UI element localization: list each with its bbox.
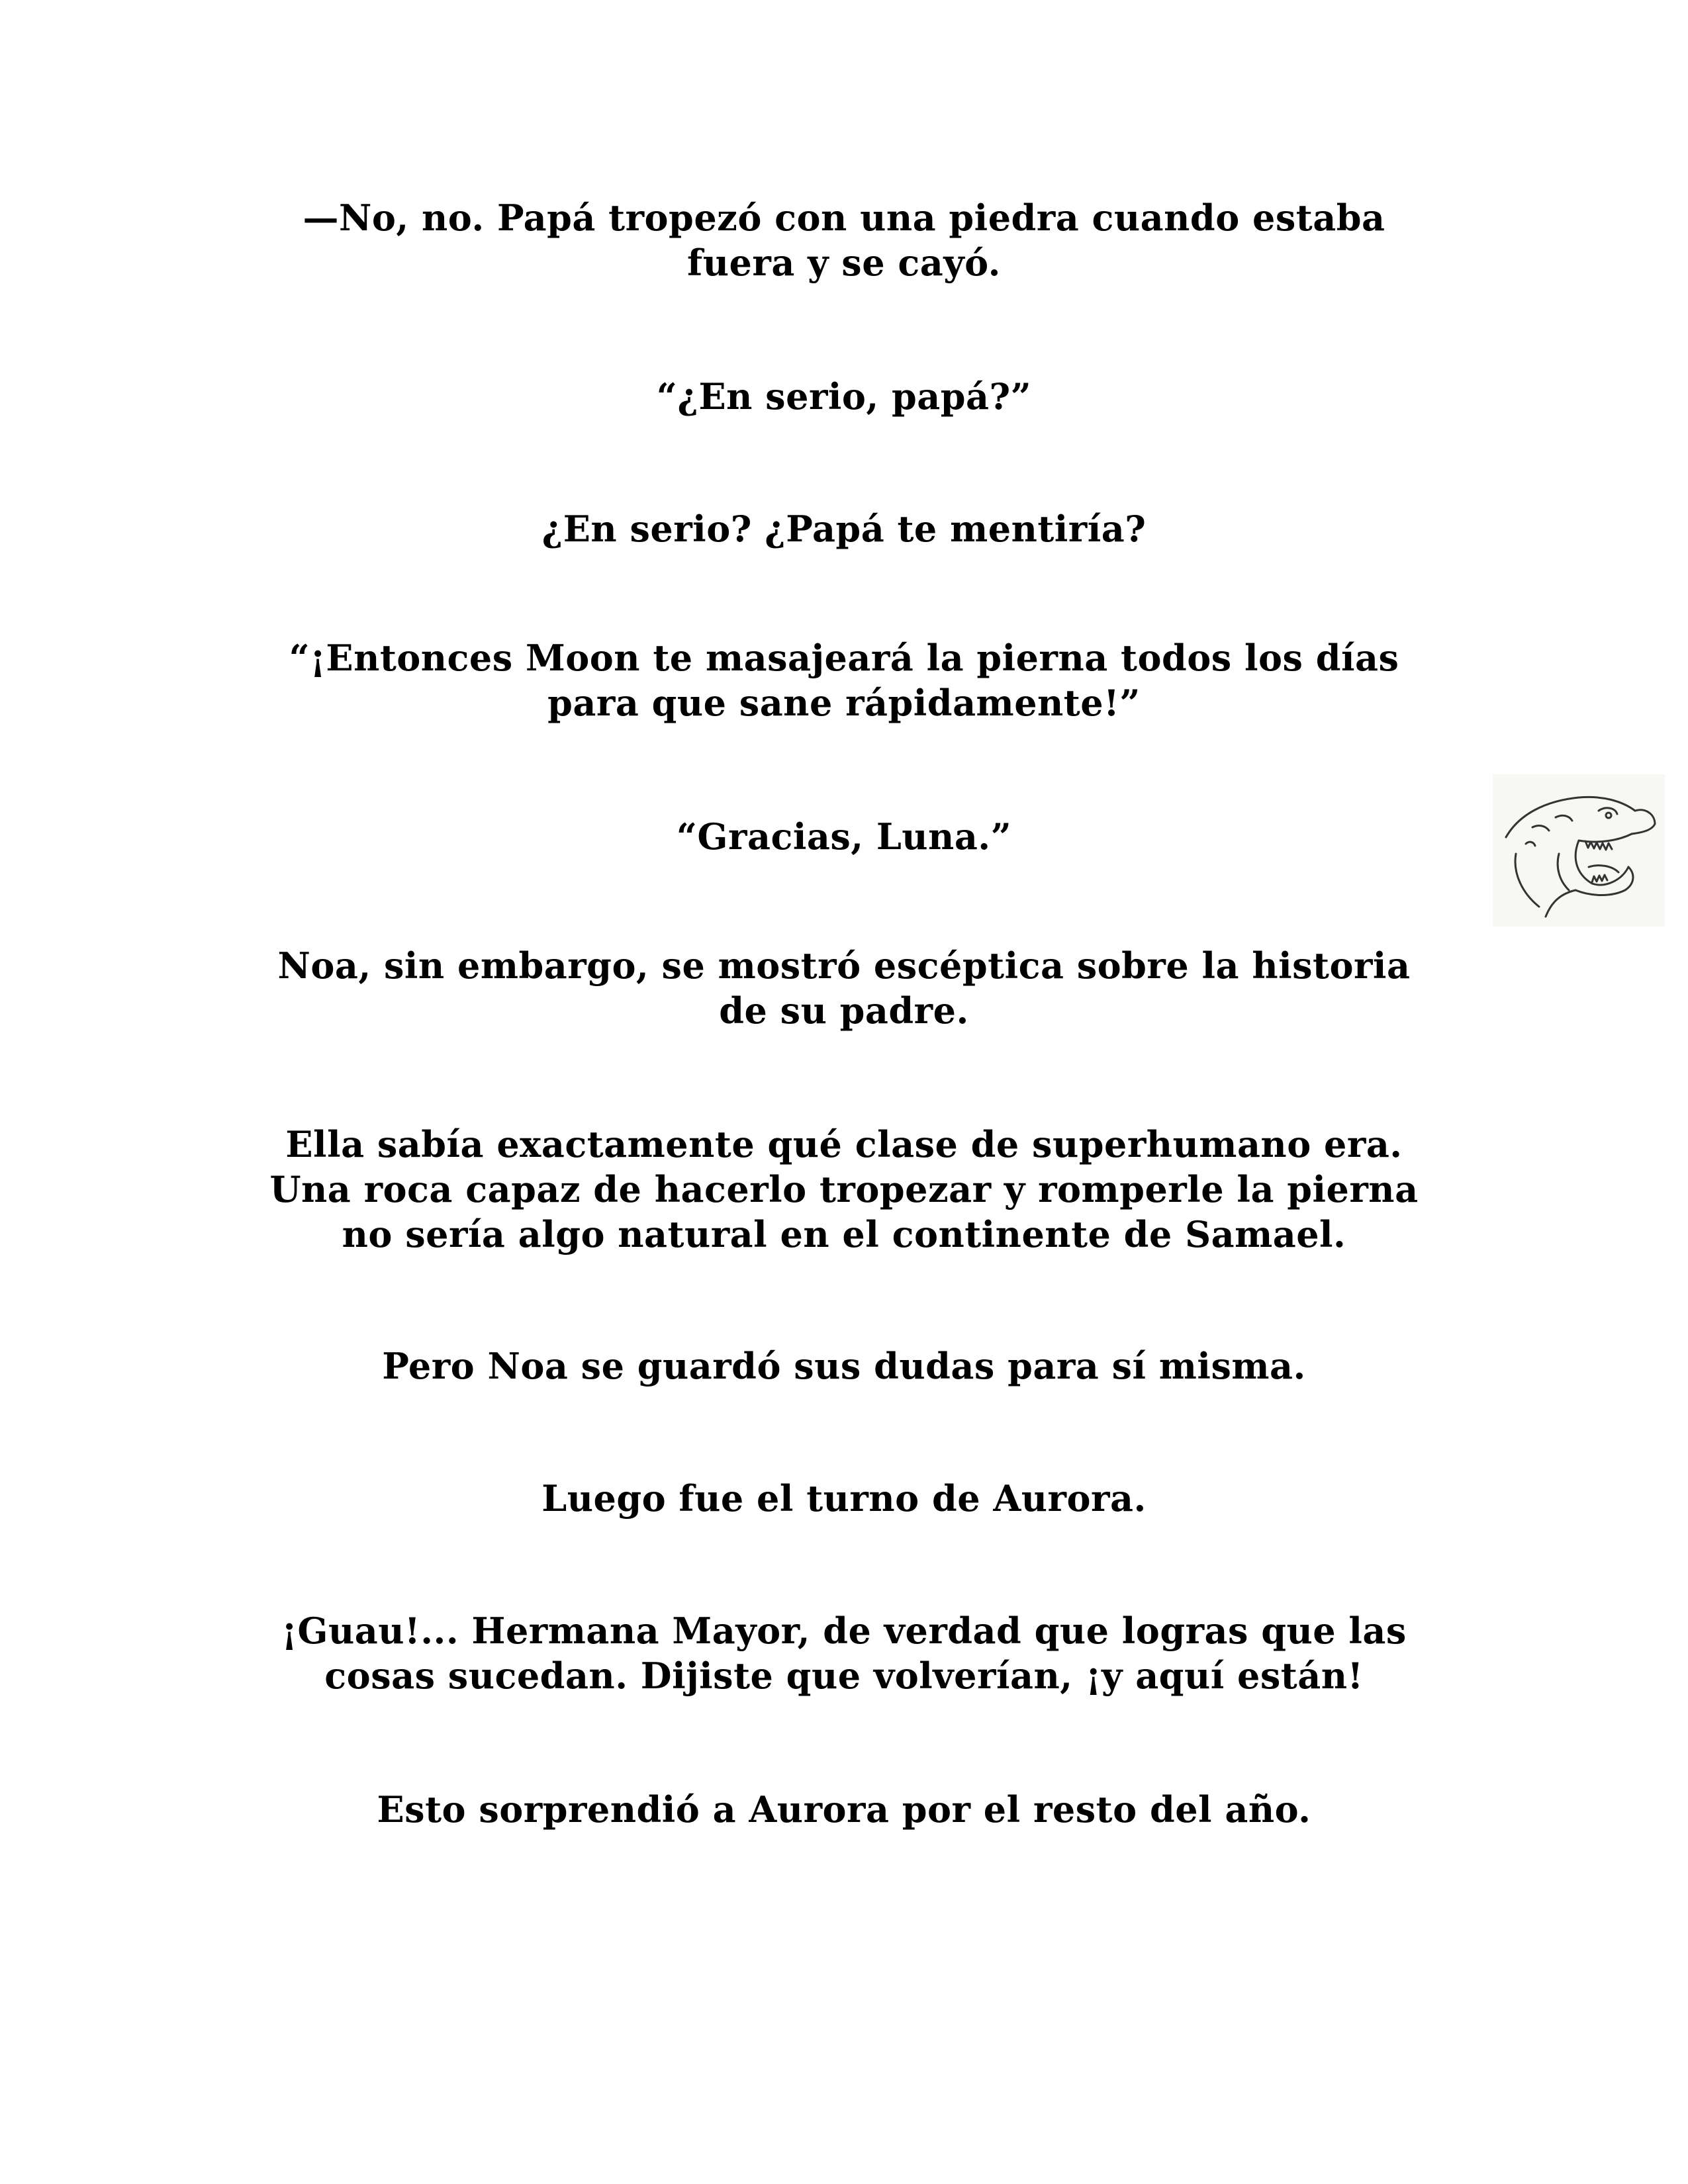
paragraph-2: “¿En serio, papá?” <box>656 375 1032 418</box>
paragraph-8: Pero Noa se guardó sus dudas para sí misma. <box>382 1345 1306 1387</box>
paragraph-1: —No, no. Papá tropezó con una piedra cuando estaba fuera y se cayó. <box>303 197 1385 284</box>
paragraph-7: Ella sabía exactamente qué clase de superhumano era. Una roca capaz de hacerlo tropezar y romperle la pierna no sería algo natural en el continente de Samael. <box>269 1123 1419 1255</box>
dinosaur-head-sketch-icon <box>1493 774 1665 927</box>
paragraph-11: Esto sorprendió a Aurora por el resto del año. <box>377 1788 1311 1831</box>
paragraph-10: ¡Guau!... Hermana Mayor, de verdad que logras que las cosas sucedan. Dijiste que volverían, ¡y aquí están! <box>281 1610 1407 1697</box>
paragraph-9: Luego fue el turno de Aurora. <box>541 1477 1147 1520</box>
paragraph-6: Noa, sin embargo, se mostró escéptica sobre la historia de su padre. <box>277 944 1411 1032</box>
paragraph-5: “Gracias, Luna.” <box>676 815 1012 858</box>
paragraph-3: ¿En serio? ¿Papá te mentiría? <box>541 508 1147 550</box>
paragraph-4: “¡Entonces Moon te masajeará la pierna todos los días para que sane rápidamente!” <box>289 637 1399 724</box>
